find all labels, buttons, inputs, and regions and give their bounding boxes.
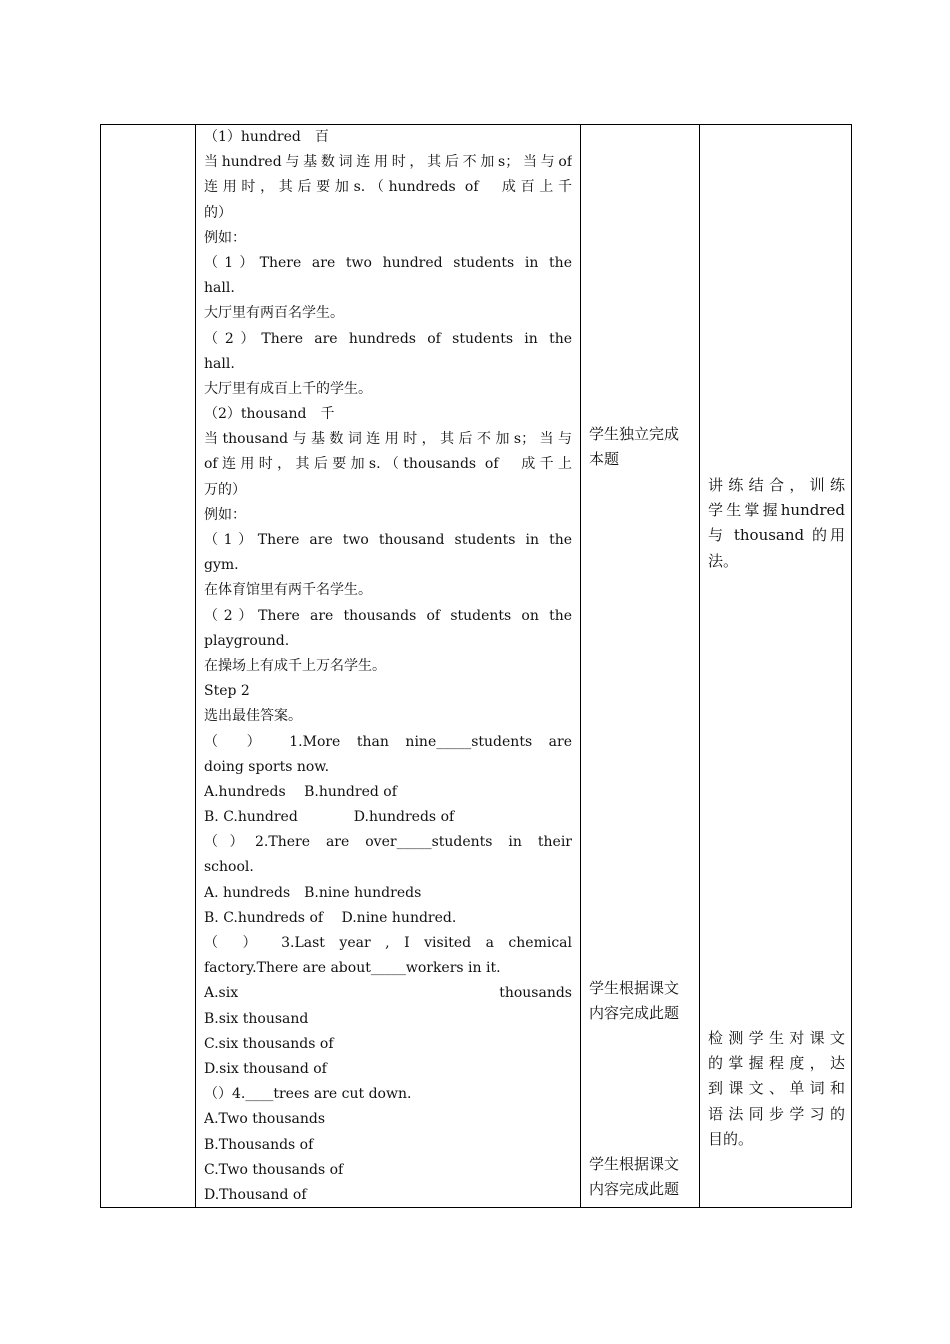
text-line: hall.	[204, 355, 235, 372]
text-line: （ ） 3.Last year , I visited a chemical	[204, 935, 572, 951]
text-line: （1）hundred 百	[204, 129, 329, 145]
text-line: factory.There are about_____workers in it.	[204, 960, 501, 977]
text-line: 例如：	[204, 229, 246, 246]
activity-note-3: 学生根据课文 内容完成此题	[589, 1155, 680, 1199]
text-line: 大厅里有两百名学生。	[204, 305, 344, 322]
text-line: 例如：	[204, 506, 246, 523]
teaching-content	[196, 125, 580, 1208]
text-line: （1）There are two thousand students in the	[204, 532, 572, 548]
text-line: （）4.____trees are cut down.	[204, 1086, 412, 1103]
text-line: （ ） 1.More than nine_____students are	[204, 733, 572, 750]
purpose-note-2: 检测学生对课文 的掌握程度，达 到课文、单词和 语法同步学习的 目的。	[708, 1029, 845, 1148]
text-line: （2）There are hundreds of students in the	[204, 330, 572, 347]
text-line: D.six thousand of	[204, 1060, 327, 1077]
text-line: B.Thousands of	[204, 1136, 314, 1153]
text-line: （2）thousand 千	[204, 406, 335, 423]
text-line: A.hundreds B.hundred of	[204, 783, 397, 800]
empty-column-cell	[101, 125, 196, 1208]
purpose-note-1: 讲练结合，训练 学生掌握hundred 与 thousand 的用 法。	[708, 476, 845, 570]
text-line: 大厅里有成百上千的学生。	[204, 380, 372, 397]
text-line: A. hundreds B.nine hundreds	[204, 884, 422, 901]
text-line: 连用时，其后要加s.（hundreds of 成百上千	[204, 179, 572, 196]
text-line: （1）There are two hundred students in the	[204, 254, 572, 271]
text-line: of连用时，其后要加s.（thousands of 成千上	[204, 456, 572, 473]
text-line: B. C.hundred D.hundreds of	[204, 809, 455, 826]
text-line: （）2.There are over_____students in their	[204, 834, 572, 851]
text-line: C.six thousands of	[204, 1035, 334, 1052]
text-line: Step 2	[204, 683, 250, 700]
text-line: 当hundred与基数词连用时，其后不加s；当与of	[204, 154, 572, 171]
text-line: B.six thousand	[204, 1010, 309, 1027]
design-purpose-cell	[700, 125, 852, 1208]
text-line: D.Thousand of	[204, 1186, 307, 1203]
activity-note-1: 学生独立完成 本题	[589, 425, 680, 469]
content-column-cell	[196, 125, 581, 1208]
text-line: doing sports now.	[204, 758, 330, 775]
text-line: gym.	[204, 557, 239, 574]
text-line: 万的）	[204, 481, 246, 498]
lesson-plan-table	[100, 124, 852, 1208]
table-row	[101, 125, 852, 1208]
text-line: 的）	[204, 204, 232, 221]
text-line: hall.	[204, 280, 235, 297]
activity-note-2: 学生根据课文 内容完成此题	[589, 979, 680, 1023]
student-activity-cell	[581, 125, 700, 1208]
text-line: 选出最佳答案。	[204, 708, 302, 725]
text-line: （2）There are thousands of students on the	[204, 607, 572, 624]
text-line: school.	[204, 859, 254, 876]
text-line: playground.	[204, 632, 290, 649]
text-line: 在操场上有成千上万名学生。	[204, 657, 386, 674]
text-line: 在体育馆里有两千名学生。	[204, 582, 372, 599]
text-line: 当thousand与基数词连用时，其后不加s；当与	[204, 431, 572, 448]
text-line: C.Two thousands of	[204, 1161, 344, 1178]
text-line: A.six thousands	[204, 985, 572, 1002]
text-line: A.Two thousands	[204, 1111, 326, 1128]
text-line: B. C.hundreds of D.nine hundred.	[204, 909, 457, 926]
